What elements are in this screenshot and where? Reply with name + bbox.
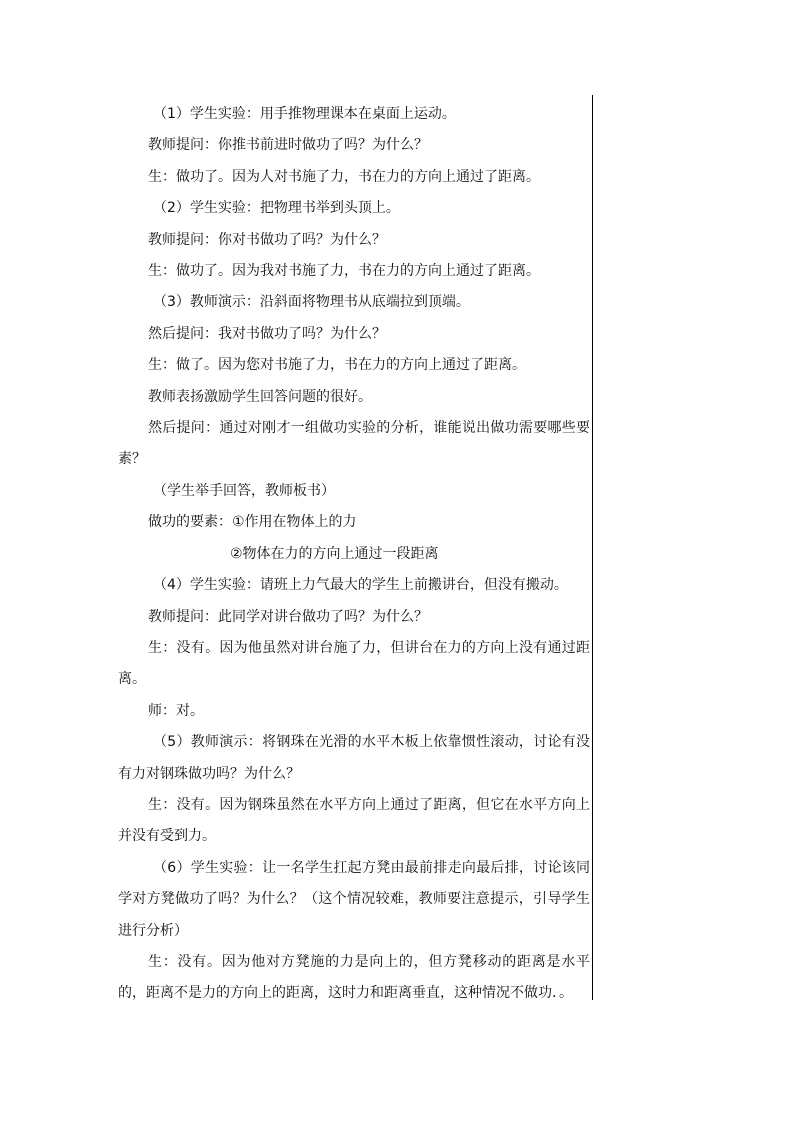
demonstration-3: （3）教师演示：沿斜面将物理书从底端拉到顶端。 xyxy=(153,294,470,311)
teacher-praise: 教师表扬激励学生回答问题的很好。 xyxy=(148,388,372,405)
table-cell-right-border xyxy=(592,95,593,1000)
experiment-1: （1）学生实验：用手推物理课本在桌面上运动。 xyxy=(153,106,456,122)
experiment-2: （2）学生实验：把物理书举到头顶上。 xyxy=(153,200,400,217)
student-response-note: （学生举手回答，教师板书） xyxy=(153,482,335,499)
student-answer-2: 生：做功了。因为我对书施了力，书在力的方向上通过了距离。 xyxy=(148,263,540,280)
teacher-question-4: 教师提问：此同学对讲台做功了吗？为什么？ xyxy=(148,608,428,625)
student-answer-1: 生：做功了。因为人对书施了力，书在力的方向上通过了距离。 xyxy=(148,168,540,185)
experiment-6: （6）学生实验：让一名学生扛起方凳由最前排走向最后排，讨论该同学对方凳做功了吗？为什么？（这个情况较难，教师要注意提示，引导学生进行分析） xyxy=(118,859,590,939)
teacher-question-3: 然后提问：我对书做功了吗？为什么？ xyxy=(148,325,386,342)
work-elements-2: ②物体在力的方向上通过一段距离 xyxy=(230,545,439,562)
experiment-4: （4）学生实验：请班上力气最大的学生上前搬讲台，但没有搬动。 xyxy=(153,577,568,594)
teacher-question-elements: 然后提问：通过对刚才一组做功实验的分析，谁能说出做功需要哪些要素？ xyxy=(118,420,590,468)
teacher-confirmation: 师：对。 xyxy=(148,702,204,719)
student-answer-5: 生：没有。因为钢珠虽然在水平方向上通过了距离，但它在水平方向上并没有受到力。 xyxy=(118,796,590,845)
work-elements-1: 做功的要素：①作用在物体上的力 xyxy=(148,514,357,531)
teacher-question-2: 教师提问：你对书做功了吗？为什么？ xyxy=(148,231,386,248)
student-answer-3: 生：做了。因为您对书施了力，书在力的方向上通过了距离。 xyxy=(148,357,526,374)
demonstration-5: （5）教师演示：将钢珠在光滑的水平木板上依靠惯性滚动，讨论有没有力对钢珠做功吗？为什么？ xyxy=(118,734,590,782)
teacher-question-1: 教师提问：你推书前进时做功了吗？为什么？ xyxy=(148,137,428,154)
student-answer-6: 生：没有。因为他对方凳施的力是向上的，但方凳移动的距离是水平的，距离不是力的方向上的距离，这时力和距离垂直，这种情况不做功．。 xyxy=(118,953,590,1002)
student-answer-4: 生：没有。因为他虽然对讲台施了力，但讲台在力的方向上没有通过距离。 xyxy=(118,639,590,688)
lesson-content xyxy=(118,99,590,1010)
